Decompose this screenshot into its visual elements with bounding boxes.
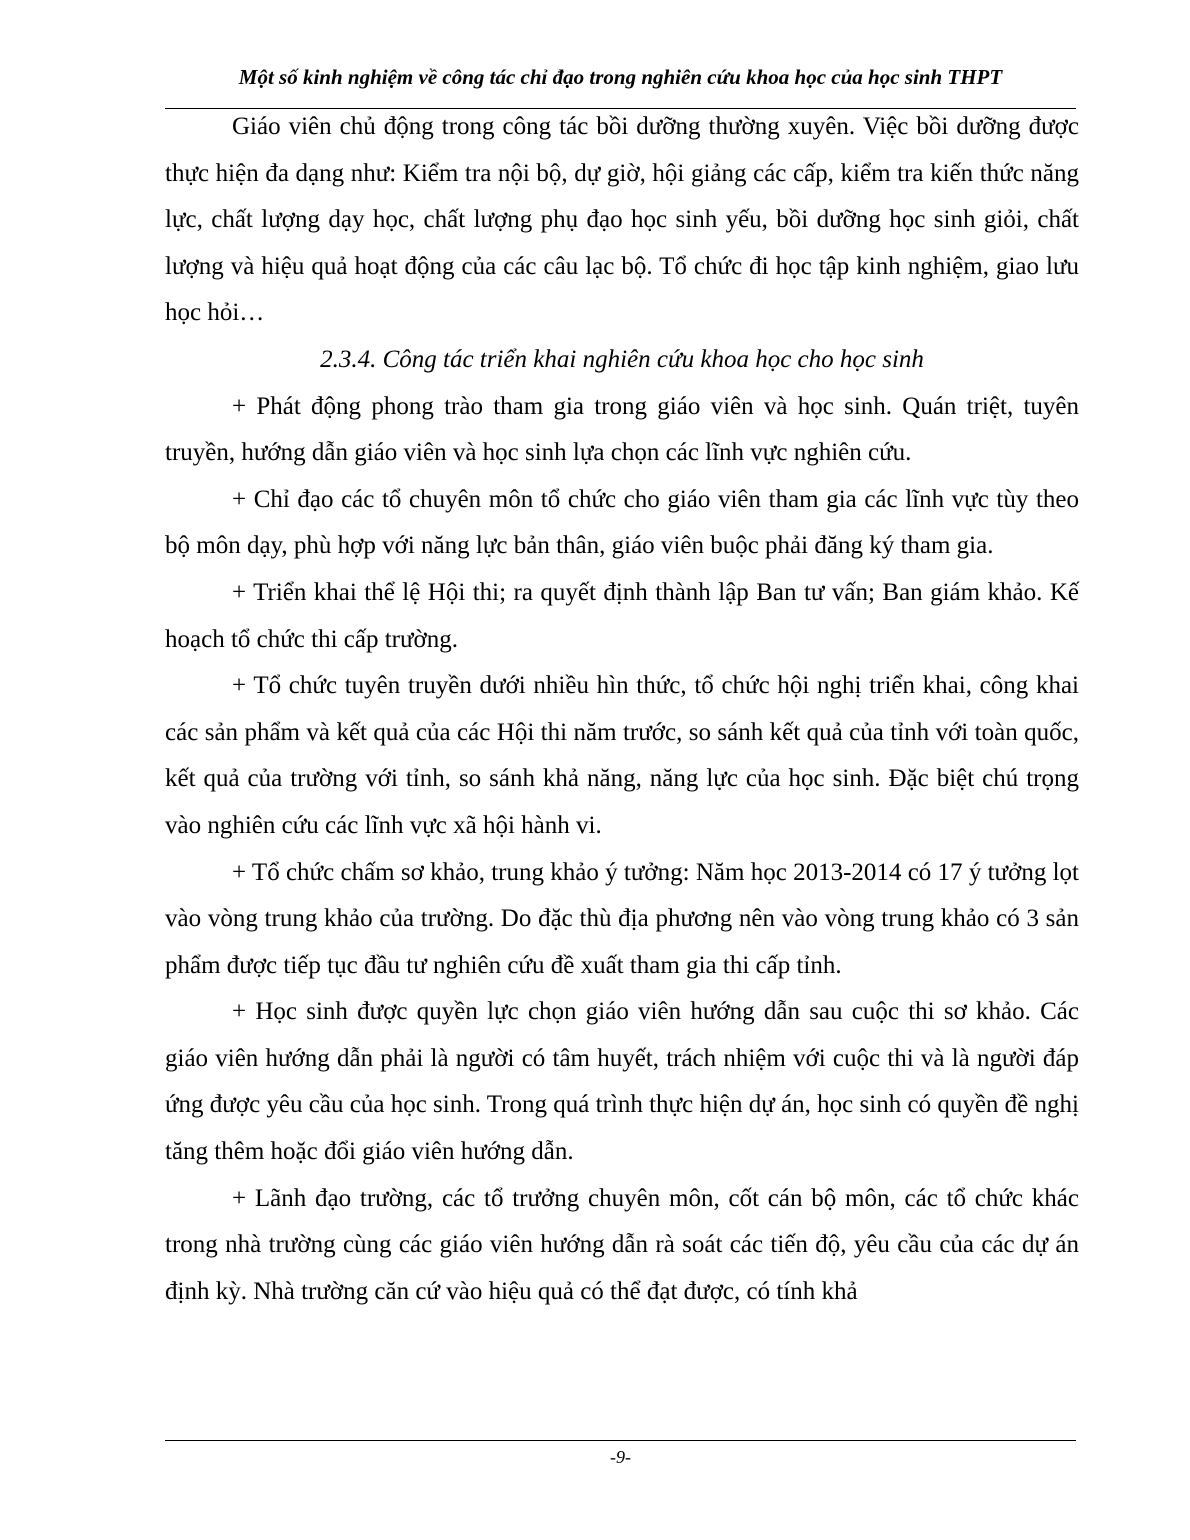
paragraph-direct-departments: + Chỉ đạo các tổ chuyên môn tổ chức cho giáo viên tham gia các lĩnh vực tùy theo bộ môn dạy, phù hợp với năng lực bản thân, giáo viên buộc phải đăng ký tham gia. bbox=[165, 485, 1079, 560]
paragraph-preliminary-judging: + Tổ chức chấm sơ khảo, trung khảo ý tưởng: Năm học 2013-2014 có 17 ý tưởng lọt vào vòng trung khảo của trường. Do đặc thù địa phương nên vào vòng trung khảo có 3 sản phẩm được tiếp tục đầu tư nghiên cứu đề xuất tham gia thi cấp tỉnh. bbox=[165, 858, 1079, 979]
section-heading-2-3-4: 2.3.4. Công tác triển khai nghiên cứu khoa học cho học sinh bbox=[320, 345, 924, 373]
paragraph-teacher-training: Giáo viên chủ động trong công tác bồi dưỡng thường xuyên. Việc bồi dưỡng được thực hiện đa dạng như: Kiểm tra nội bộ, dự giờ, hội giảng các cấp, kiểm tra kiến thức năng lực, chất lượng dạy học, chất lượng phụ đạo học sinh yếu, bồi dưỡng học sinh giỏi, chất lượng và hiệu quả hoạt động của các câu lạc bộ. Tổ chức đi học tập kinh nghiệm, giao lưu học hỏi… bbox=[165, 113, 1079, 327]
paragraph-propaganda: + Tổ chức tuyên truyền dưới nhiều hìn thức, tổ chức hội nghị triển khai, công khai các sản phẩm và kết quả của các Hội thi năm trước, so sánh kết quả của tỉnh với toàn quốc, kết quả của trường với tỉnh, so sánh khả năng, năng lực của học sinh. Đặc biệt chú trọng vào nghiên cứu các lĩnh vực xã hội hành vi. bbox=[165, 672, 1079, 839]
document-body bbox=[165, 104, 1079, 1315]
paragraph-launch-movement: + Phát động phong trào tham gia trong giáo viên và học sinh. Quán triệt, tuyên truyền, hướng dẫn giáo viên và học sinh lựa chọn các lĩnh vực nghiên cứu. bbox=[165, 392, 1079, 467]
paragraph-choose-mentor: + Học sinh được quyền lực chọn giáo viên hướng dẫn sau cuộc thi sơ khảo. Các giáo viên hướng dẫn phải là người có tâm huyết, trách nhiệm với cuộc thi và là người đáp ứng được yêu cầu của học sinh. Trong quá trình thực hiện dự án, học sinh có quyền đề nghị tăng thêm hoặc đổi giáo viên hướng dẫn. bbox=[165, 998, 1079, 1166]
paragraph-contest-rules: + Triển khai thể lệ Hội thi; ra quyết định thành lập Ban tư vấn; Ban giám khảo. Kế hoạch tổ chức thi cấp trường. bbox=[165, 578, 1079, 653]
paragraph-leadership-review: + Lãnh đạo trường, các tổ trưởng chuyên môn, cốt cán bộ môn, các tổ chức khác trong nhà trường cùng các giáo viên hướng dẫn rà soát các tiến độ, yêu cầu của các dự án định kỳ. Nhà trường căn cứ vào hiệu quả có thể đạt được, có tính khả bbox=[165, 1184, 1079, 1305]
document-header: Một số kinh nghiệm về công tác chỉ đạo trong nghiên cứu khoa học của học sinh THPT bbox=[238, 65, 1003, 89]
page-number: -9- bbox=[610, 1447, 631, 1467]
footer-divider bbox=[165, 1440, 1076, 1441]
